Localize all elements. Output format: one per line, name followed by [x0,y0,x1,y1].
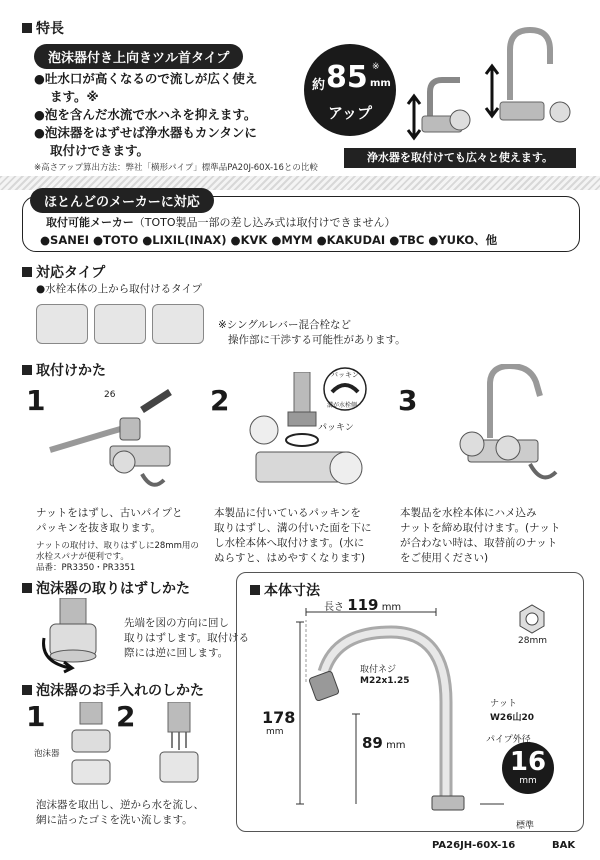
care-step-2-illustration [150,702,210,788]
step-3-number: 3 [398,384,418,417]
height-dimension-value: 178 [262,708,296,727]
care-step-1-number: 1 [26,700,46,733]
types-note-1: ※シングルレバー混合栓など [218,319,352,331]
types-note-2: 操作部に干渉する可能性があります。 [228,334,406,346]
makers-pill: ほとんどのメーカーに対応 [30,188,214,213]
features-pill: 泡沫器付き上向きツル首タイプ [34,44,243,69]
step-1-text-2: パッキンを抜き取ります。 [36,522,162,534]
nut-label: ナット [490,699,517,709]
length-dimension: 長さ 119 mm [324,596,402,614]
screw-value: M22x1.25 [360,676,410,686]
height-dimension-unit: mm [266,727,284,737]
nut-value: W26山20 [490,713,534,723]
feature-bullet: ●泡沫器をはずせば浄水器もカンタンに [34,125,257,140]
care-step-2-number: 2 [116,700,136,733]
feature-bullet: ●泡を含んだ水流で水ハネを抑えます。 [34,107,257,122]
feature-bullet: ます。※ [50,89,99,104]
standard-label: 標準 [516,821,535,831]
features-caption: 浄水器を取付けても広々と使えます。 [344,148,576,168]
height-badge: 約 85 mm ※ アップ [304,44,396,136]
aerator-remove-illustration [40,598,116,674]
aerator-remove-heading: 泡沫器の取りはずしかた [22,578,190,598]
mid-dimension: 89 mm [362,734,406,752]
aerator-care-heading: 泡沫器のお手入れのしかた [22,680,204,700]
square-icon [22,685,32,695]
step-2-text-2: 取りはずし、溝の付いた面を下に [214,522,372,534]
square-icon [22,365,32,375]
screw-label: 取付ネジ [360,665,397,675]
step-2-number: 2 [210,384,230,417]
aerator-remove-text-3: 際には逆に回します。 [124,647,229,659]
step-2-text-1: 本製品に付いているパッキンを [214,507,361,519]
features-heading: 特長 [22,18,64,38]
step-1-text-1: ナットをはずし、古いパイプと [36,507,183,519]
pipe-diameter-value: 16 [509,747,547,777]
dimensions-heading: 本体寸法 [250,580,320,600]
step-1-size-label: 26 [104,390,116,400]
step-3-text-4: をご使用ください) [400,552,489,564]
square-icon [22,267,32,277]
step-2-text-3: し水栓本体へ取付けます。(水に [214,537,365,549]
pipe-diameter-unit: mm [519,776,537,786]
aerator-label: 泡沫器 [34,749,60,759]
pipe-diameter-label: パイプ外径 [486,735,531,745]
type-thumbnail-3 [152,304,204,344]
footer-model-number: PA26JH-60X-16 [432,840,516,851]
types-heading: 対応タイプ [22,262,105,282]
step-3-illustration [430,364,580,500]
type-thumbnail-2 [94,304,146,344]
aerator-care-text-2: 網に詰ったゴミを洗い流します。 [36,814,193,826]
square-icon [22,23,32,33]
step-1-note-1: ナットの取付け、取りはずしに28mm用の [36,541,199,551]
care-step-1-illustration [62,702,122,788]
step-3-text-2: ナットを締め取付けます。(ナット [400,522,561,534]
packing-label: パッキン [331,371,359,379]
makers-list: ●SANEI ●TOTO ●LIXIL(INAX) ●KVK ●MYM ●KAKUDAI ●TBC ●YUKO、他 [40,233,498,247]
groove-label: 溝が水栓側 [327,402,358,409]
features-footnote: ※高さアップ算出方法：弊社「横形パイプ」標準品PA20J-60X-16との比較 [34,163,318,173]
step-2-text-4: ぬらすと、はめやすくなります) [214,552,366,564]
type-thumbnail-1 [36,304,88,344]
step-1-illustration [40,388,200,500]
step-3-text-3: が合わない時は、取替前のナット [400,537,558,549]
square-icon [22,583,32,593]
step-3-text-1: 本製品を水栓本体にハメ込み [400,507,537,519]
install-heading: 取付けかた [22,360,106,380]
makers-label-line: 取付可能メーカー（TOTO製品一部の差し込み式は取付けできません） [46,216,396,229]
packing-label-2: パッキン [318,423,354,433]
step-1-note-3: 品番：PR3350・PR3351 [36,563,136,573]
faucet-comparison-illustration [400,20,590,148]
aerator-care-text-1: 泡沫器を取出し、逆から水を流し、 [36,799,204,811]
aerator-remove-text-1: 先端を図の方向に回し [124,617,229,629]
feature-bullet: ●吐水口が高くなるので流しが広く使え [34,71,258,86]
step-1-number: 1 [26,384,46,417]
aerator-remove-text-2: 取りはずします。取付ける [124,632,250,644]
pipe-dimension-drawing [236,572,584,832]
nut-size: 28mm [518,636,547,646]
footer-color-code: BAK [552,840,576,851]
step-1-note-2: 水栓スパナが便利です。 [36,552,129,562]
types-bullet: ●水栓本体の上から取付けるタイプ [36,283,203,295]
feature-bullet: 取付けできます。 [50,143,150,158]
